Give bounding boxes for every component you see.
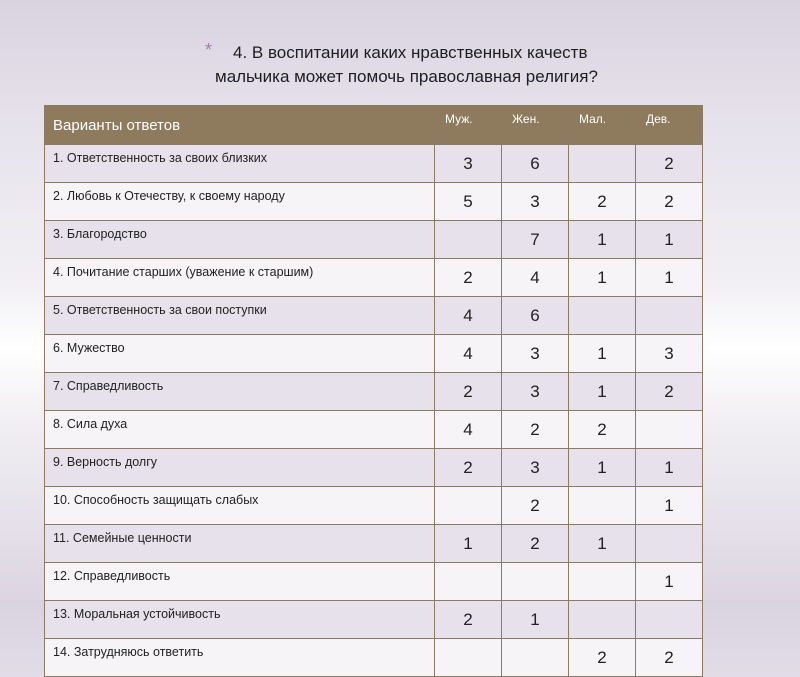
cell-men: 4: [435, 411, 502, 449]
cell-women: 6: [502, 297, 569, 335]
header-men: Муж.: [435, 106, 502, 145]
table-row: [45, 221, 703, 259]
row-label: 12. Справедливость: [45, 563, 435, 601]
table-header-row: [45, 106, 703, 145]
cell-girls: [636, 297, 703, 335]
cell-boys: [569, 487, 636, 525]
row-label: 2. Любовь к Отечеству, к своему народу: [45, 183, 435, 221]
cell-boys: [569, 601, 636, 639]
row-label: 9. Верность долгу: [45, 449, 435, 487]
cell-girls: 1: [636, 221, 703, 259]
cell-girls: [636, 411, 703, 449]
row-label: 4. Почитание старших (уважение к старшим): [45, 259, 435, 297]
cell-girls: [636, 525, 703, 563]
table-row: [45, 411, 703, 449]
table-row: [45, 297, 703, 335]
cell-girls: 1: [636, 259, 703, 297]
cell-girls: [636, 601, 703, 639]
cell-boys: 1: [569, 449, 636, 487]
cell-boys: 1: [569, 373, 636, 411]
cell-girls: 2: [636, 373, 703, 411]
cell-women: 4: [502, 259, 569, 297]
cell-boys: 2: [569, 411, 636, 449]
cell-men: [435, 221, 502, 259]
row-label: 13. Моральная устойчивость: [45, 601, 435, 639]
cell-men: 4: [435, 297, 502, 335]
cell-women: 1: [502, 601, 569, 639]
survey-table: [44, 105, 703, 677]
row-label: 8. Сила духа: [45, 411, 435, 449]
cell-boys: 1: [569, 221, 636, 259]
row-label: 11. Семейные ценности: [45, 525, 435, 563]
row-label: 14. Затрудняюсь ответить: [45, 639, 435, 677]
cell-men: 2: [435, 259, 502, 297]
row-label: 3. Благородство: [45, 221, 435, 259]
cell-men: 2: [435, 601, 502, 639]
cell-girls: 1: [636, 563, 703, 601]
header-women: Жен.: [502, 106, 569, 145]
cell-women: 3: [502, 373, 569, 411]
cell-boys: 1: [569, 335, 636, 373]
cell-men: [435, 639, 502, 677]
cell-boys: [569, 297, 636, 335]
cell-men: 1: [435, 525, 502, 563]
title-line-1: 4. В воспитании каких нравственных качеств: [233, 43, 588, 62]
cell-men: 3: [435, 145, 502, 183]
table-row: [45, 487, 703, 525]
cell-men: 2: [435, 449, 502, 487]
row-label: 1. Ответственность за своих близких: [45, 145, 435, 183]
cell-girls: 2: [636, 145, 703, 183]
table-row: [45, 449, 703, 487]
cell-girls: 2: [636, 183, 703, 221]
row-label: 10. Способность защищать слабых: [45, 487, 435, 525]
cell-women: 3: [502, 335, 569, 373]
cell-women: 6: [502, 145, 569, 183]
header-options: Варианты ответов: [45, 106, 435, 145]
cell-girls: 1: [636, 449, 703, 487]
row-label: 6. Мужество: [45, 335, 435, 373]
cell-girls: 3: [636, 335, 703, 373]
cell-boys: 1: [569, 525, 636, 563]
cell-women: 2: [502, 525, 569, 563]
cell-boys: 2: [569, 639, 636, 677]
table-row: [45, 525, 703, 563]
cell-women: 2: [502, 487, 569, 525]
cell-boys: 1: [569, 259, 636, 297]
table-row: [45, 183, 703, 221]
row-label: 7. Справедливость: [45, 373, 435, 411]
cell-women: 7: [502, 221, 569, 259]
cell-men: 4: [435, 335, 502, 373]
table-row: [45, 601, 703, 639]
bullet-icon: *: [205, 40, 213, 60]
cell-women: [502, 563, 569, 601]
table-row: [45, 373, 703, 411]
header-girls: Дев.: [636, 106, 703, 145]
cell-girls: 1: [636, 487, 703, 525]
table-row: [45, 563, 703, 601]
table-body: [45, 145, 703, 677]
cell-women: [502, 639, 569, 677]
table-row: [45, 335, 703, 373]
cell-women: 3: [502, 449, 569, 487]
cell-boys: 2: [569, 183, 636, 221]
row-label: 5. Ответственность за свои поступки: [45, 297, 435, 335]
cell-men: 2: [435, 373, 502, 411]
cell-men: [435, 487, 502, 525]
cell-boys: [569, 145, 636, 183]
cell-women: 2: [502, 411, 569, 449]
cell-girls: 2: [636, 639, 703, 677]
header-boys: Мал.: [569, 106, 636, 145]
table-row: [45, 259, 703, 297]
cell-women: 3: [502, 183, 569, 221]
table-row: [45, 145, 703, 183]
title-line-2: мальчика может помочь православная религия?: [215, 67, 598, 86]
cell-men: [435, 563, 502, 601]
cell-men: 5: [435, 183, 502, 221]
table-row: [45, 639, 703, 677]
cell-boys: [569, 563, 636, 601]
